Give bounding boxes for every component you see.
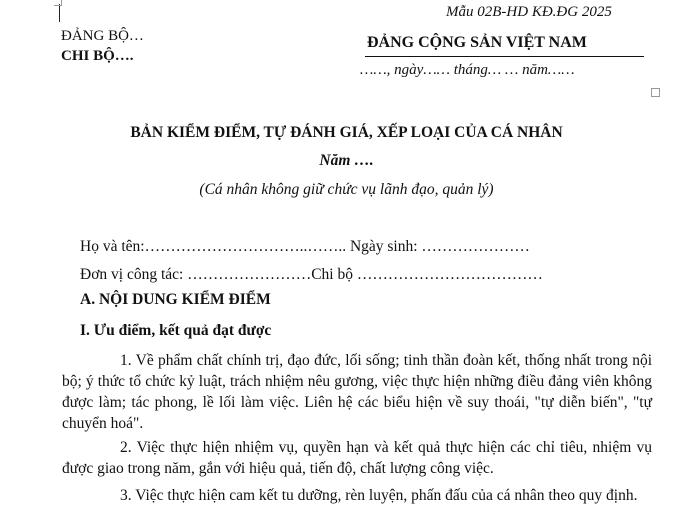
margin-corner-mark <box>54 0 62 6</box>
date-line: ……, ngày…… tháng… … năm…… <box>360 62 575 78</box>
document-title: BẢN KIỂM ĐIỂM, TỰ ĐÁNH GIÁ, XẾP LOẠI CỦA CÁ NHÂN <box>130 124 563 141</box>
section-i-heading: I. Ưu điểm, kết quả đạt được <box>80 322 272 339</box>
form-code: Mẫu 02B-HD KĐ.ĐG 2025 <box>446 4 612 20</box>
paragraph-1 <box>62 350 652 434</box>
paragraph-number: 1 <box>120 352 128 369</box>
paragraph-number: 3 <box>120 487 128 504</box>
text-cursor <box>59 4 60 22</box>
party-cell-label: CHI BỘ…. <box>61 48 134 64</box>
paragraph-3 <box>62 485 652 506</box>
paragraph-text: . Về phẩm chất chính trị, đạo đức, lối sống; tinh thần đoàn kết, thống nhất trong nội bộ; ý thức tổ chức kỷ luật, trách nhiệm nêu gương, việc thực hiện những điều đảng viên không được làm; tác phong, lề lối làm việc. Liên hệ các biểu hiện về suy thoái, "tự diễn biến", "tự chuyển hoá". <box>62 352 652 432</box>
section-a-heading: A. NỘI DUNG KIỂM ĐIỂM <box>80 291 271 308</box>
paragraph-number: 2 <box>120 439 128 456</box>
work-unit-field: Đơn vị công tác: ……………………Chi bộ ……………………………… <box>80 266 543 283</box>
paragraph-text: . Việc thực hiện nhiệm vụ, quyền hạn và kết quả thực hiện các chỉ tiêu, nhiệm vụ được giao trong năm, gắn với hiệu quả, tiến độ, chất lượng công việc. <box>62 439 652 477</box>
paragraph-2 <box>62 437 652 479</box>
document-subtitle: (Cá nhân không giữ chức vụ lãnh đạo, quản lý) <box>199 181 494 198</box>
party-committee-label: ĐẢNG BỘ… <box>61 28 144 44</box>
heading-underline <box>365 56 644 57</box>
document-year: Năm …. <box>319 152 374 169</box>
paragraph-text: . Việc thực hiện cam kết tu dưỡng, rèn luyện, phấn đấu của cá nhân theo quy định. <box>127 487 638 504</box>
party-name-heading: ĐẢNG CỘNG SẢN VIỆT NAM <box>367 34 587 51</box>
name-birthdate-field: Họ và tên:…………………………..…….. Ngày sinh: ………………… <box>80 238 530 255</box>
object-anchor-mark <box>651 88 660 97</box>
